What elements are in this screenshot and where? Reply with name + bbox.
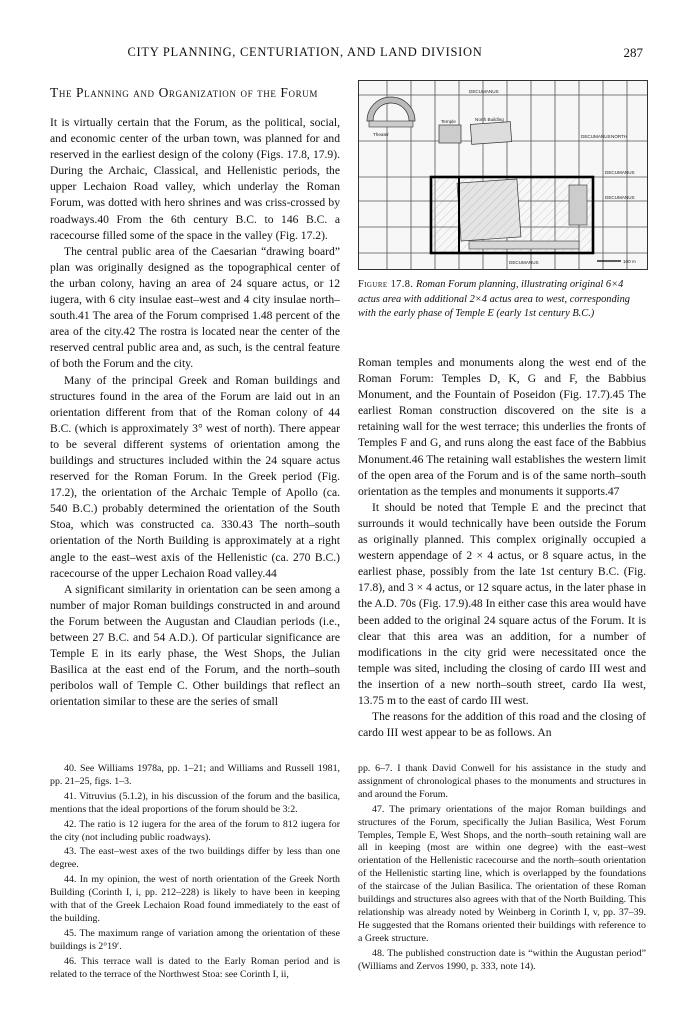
- figure-caption: [358, 278, 646, 322]
- footnotes-left: [50, 763, 340, 984]
- temple-shape: [439, 125, 461, 143]
- footnote: 48. The published construction date is “within the Augustan period” (Williams and Zervos 1990, p. 333, note 14).: [358, 947, 646, 972]
- running-title: CITY PLANNING, CENTURIATION, AND LAND DIVISION: [127, 45, 483, 59]
- street-label: DECUMANUS: [469, 89, 499, 94]
- footnote: 41. Vitruvius (5.1.2), in his discussion of the forum and the basilica, mentions that the ideal proportions of the forum should be 3:2.: [50, 790, 340, 815]
- footnote: pp. 6–7. I thank David Conwell for his assistance in the study and assignment of chronological phases to the monuments and structures in and around the Forum.: [358, 763, 646, 800]
- paragraph: The reasons for the addition of this road and the closing of cardo III west appear to be as follows. An: [358, 710, 646, 740]
- paragraph: A significant similarity in orientation can be seen among a number of major Roman buildings constructed in and around the Forum between the Augustan and Claudian periods (i.e., between 27 B.C. and 54 A.D.). Of particular significance are Temple E in its early phase, the West Shops, the Julian Basilica at the east end of the Forum, and the north–south peribolos wall of Temple C. Other buildings that reflect an orientation similar to these are the series of small: [50, 582, 340, 709]
- paragraph: It is virtually certain that the Forum, as the political, social, and economic center of the urban town, was planned for and reserved in the earliest design of the colony (Figs. 17.8, 17.9). During the Archaic, Classical, and Hellenistic periods, the upper Lechaion Road valley, which underlay the Roman Forum, was dotted with hero shrines and was criss-crossed by roadways.40 From the 6th century B.C. to 146 B.C. a racecourse filled some of the space in the valley (Fig. 17.2).: [50, 116, 340, 242]
- footnote: 43. The east–west axes of the two buildings differ by less than one degree.: [50, 846, 340, 871]
- scale-label: 100 m: [623, 259, 636, 264]
- forum-plan-drawing: [359, 81, 647, 269]
- street-label: DECUMANUS: [581, 134, 611, 139]
- figure-label: Figure 17.8.: [358, 279, 414, 290]
- street-label: NORTH: [611, 134, 628, 139]
- theater-shape: [367, 97, 415, 127]
- running-header: [0, 45, 695, 65]
- footnote: 44. In my opinion, the west of north orientation of the Greek North Building (Corinth I, i, pp. 212–228) is likely to have been in keeping with that of the Greek Lechaion Road found immediately to the east of the building.: [50, 874, 340, 924]
- street-label: DECUMANUS: [605, 195, 635, 200]
- footnote: 42. The ratio is 12 iugera for the area of the forum to 812 iugera for the city (not including public roadways).: [50, 818, 340, 843]
- section-title: The Planning and Organization of the Forum: [50, 85, 318, 100]
- footnote: 40. See Williams 1978a, pp. 1–21; and Williams and Russell 1981, pp. 21–25, figs. 1–3.: [50, 763, 340, 787]
- building-label: Temple: [441, 119, 456, 124]
- page-number: 287: [623, 45, 643, 60]
- north-building-shape: [470, 122, 511, 145]
- street-label: DECUMANUS: [509, 260, 539, 265]
- paragraph: Many of the principal Greek and Roman buildings and structures found in the area of the Forum are laid out in an orientation different from that of the Roman colony of 44 B.C. (which is approximately 3° west of north). There appear to be several different systems of orientation among the buildings and structures included within the 24 square actus reserved for the Roman Forum. In the Greek period (Fig. 17.2), the orientation of the Archaic Temple of Apollo (ca. 540 B.C.) probably determined the orientation of the South Stoa, which was constructed ca. 330.43 The north–south orientation of the North Building is approximately at a right angle to the east–west axis of the Hellenistic (ca. 270 B.C.) racecourse of the upper Lechaion Road valley.44: [50, 373, 340, 580]
- left-column: [50, 84, 340, 710]
- footnote: 46. This terrace wall is dated to the Early Roman period and is related to the terrace of the Northwest Stoa: see Corinth I, ii,: [50, 955, 340, 980]
- paragraph: The central public area of the Caesarian “drawing board” plan was originally designed as the topographical center of the urban colony, having an area of 24 square actus, or 12 iugera, with 6 city insulae east–west and 4 city insulae north–south.41 The area of the Forum comprised 1.48 percent of the area of the city.42 The rostra is located near the center of the reserved central public area and, as such, is the central feature of both the Forum and the city.: [50, 244, 340, 371]
- paragraph: It should be noted that Temple E and the precinct that surrounds it would technically have been outside the Forum as originally planned. This complex originally occupied a western appendage of 2 × 4 actus, or 8 square actus, in the earliest phase, possibly from the late 1st century B.C. (Fig. 17.8), and 3 × 4 actus, or 12 square actus, in the later phase in the A.D. 70s (Fig. 17.9).48 In either case this area would have been added to the original 24 square actus of the Forum. It is clear that this area was an addition, for a number of modifications in the city grid were necessitated once the temple was sited, including the closing of cardo III west and the insertion of a new north–south street, cardo IIa west, 13.75 m to the east of cardo III west.: [358, 500, 646, 707]
- building-label: Theater: [373, 132, 389, 137]
- building-label: North Building: [475, 117, 504, 122]
- footnote: 47. The primary orientations of the major Roman buildings and structures of the Forum, specifically the Julian Basilica, West Forum Temples, Temple E, West Shops, and the north–south retaining wall are all in keeping (most are within one degree) with the east–west orientation of the Hellenistic racecourse and the north–south orientation of the Hellenistic starting line, which is overlapped by the foundations of the staircase of the Julian Basilica. The orientation of these Roman buildings and structures also agrees with that of the North Building. This relationship was already noted by Weinberg in Corinth I, v, pp. 37–39. He suggested that the Romans oriented their buildings with reference to a Greek structure.: [358, 803, 646, 944]
- forum-plan-figure: [358, 80, 648, 270]
- julian-basilica-shape: [569, 185, 587, 225]
- paragraph: Roman temples and monuments along the west end of the Roman Forum: Temples D, K, G and F, the Babbius Monument, and the Fountain of Poseidon (Fig. 17.7).45 The earliest Roman construction discovered on the site is a retaining wall for the west terrace; this underlies the fronts of Temples F and G, and runs along the east face of the Babbius Monument.46 The retaining wall establishes the western limit of the open area of the Forum and is of the same north–south orientation as the temples and monuments it supports.47: [358, 356, 646, 498]
- footnote: 45. The maximum range of variation among the orientation of these buildings is 2°19′.: [50, 927, 340, 952]
- footnotes-right: [358, 763, 646, 976]
- street-label: DECUMANUS: [605, 170, 635, 175]
- caption-text: Roman Forum planning, illustrating original 6×4 actus area with additional 2×4 actus area to west, corresponding with the early phase of Temple E (early 1st century B.C.): [358, 279, 630, 319]
- right-column: [358, 355, 646, 741]
- south-stoa-shape: [469, 241, 579, 249]
